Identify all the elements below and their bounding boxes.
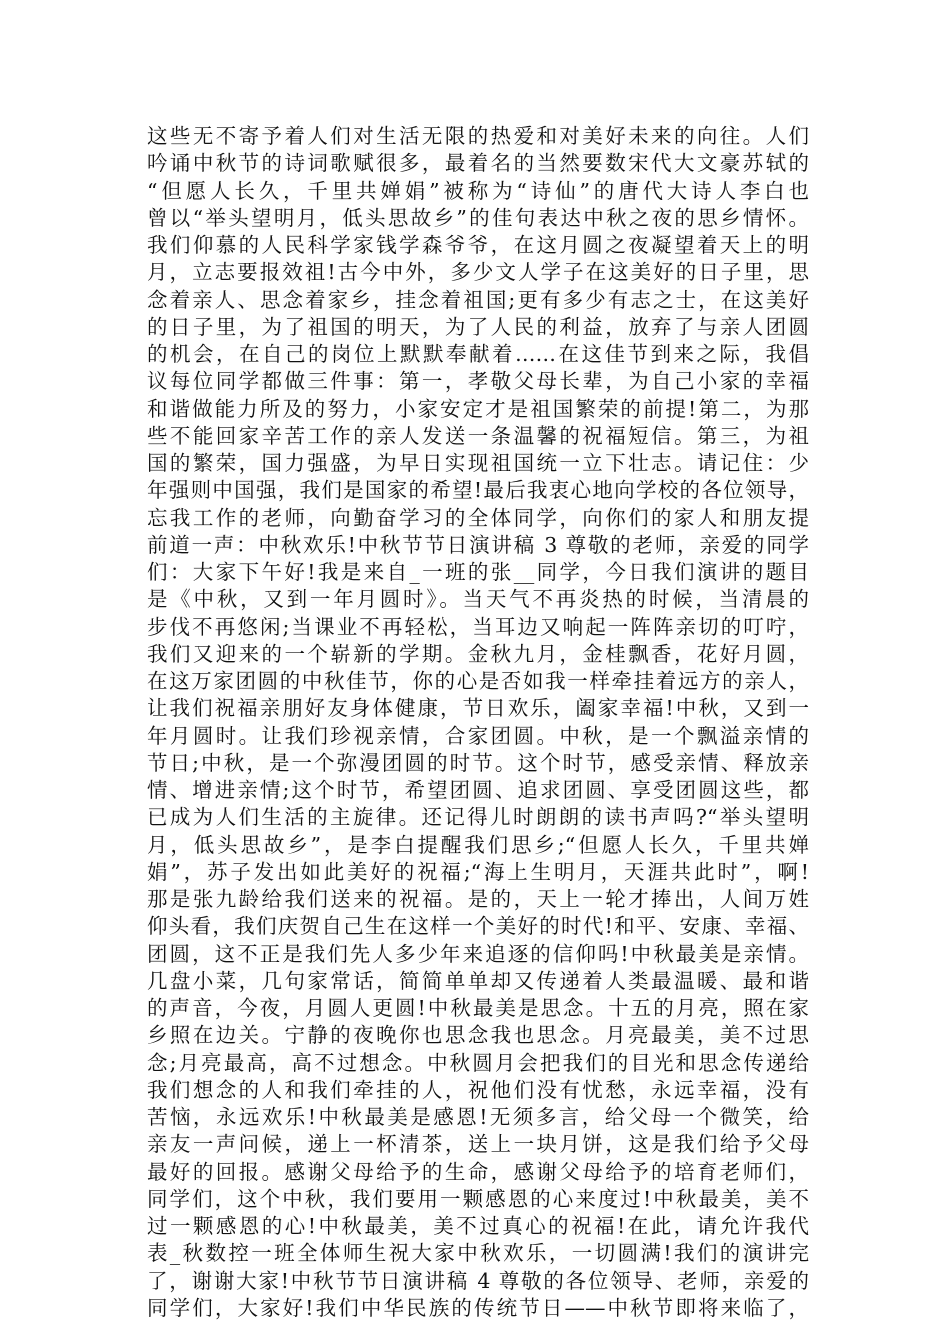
text-line: 们：大家下午好!我是来自_一班的张__同学，今日我们演讲的题目 xyxy=(147,560,809,584)
text-line: 曾以“举头望明月，低头思故乡”的佳句表达中秋之夜的思乡情怀。 xyxy=(147,205,809,230)
text-line: 我们想念的人和我们牵挂的人，祝他们没有忧愁，永远幸福，没有 xyxy=(147,1077,809,1102)
text-line: 乡照在边关。宁静的夜晚你也思念我也思念。月亮最美，美不过思 xyxy=(147,1023,809,1048)
text-line: 些不能回家辛苦工作的亲人发送一条温馨的祝福短信。第三，为祖 xyxy=(147,423,809,448)
text-line: 吟诵中秋节的诗词歌赋很多，最着名的当然要数宋代大文豪苏轼的 xyxy=(147,151,809,176)
text-line: 的机会，在自己的岗位上默默奉献着……在这佳节到来之际，我倡 xyxy=(147,342,809,366)
text-line: 那是张九龄给我们送来的祝福。是的，天上一轮才捧出，人间万姓 xyxy=(147,887,809,911)
text-line: 节日;中秋，是一个弥漫团圆的时节。这个时节，感受亲情、释放亲 xyxy=(147,750,809,775)
text-line: 年月圆时。让我们珍视亲情，合家团圆。中秋，是一个飘溢亲情的 xyxy=(147,723,809,748)
text-line: 步伐不再悠闲;当课业不再轻松，当耳边又响起一阵阵亲切的叮咛， xyxy=(147,614,809,639)
text-line: 我们仰慕的人民科学家钱学森爷爷，在这月圆之夜凝望着天上的明 xyxy=(147,233,809,257)
body-text xyxy=(147,123,809,1322)
text-line: 亲友一声问候，递上一杯清茶，送上一块月饼，这是我们给予父母 xyxy=(147,1132,809,1157)
text-line: 娟”，苏子发出如此美好的祝福;“海上生明月，天涯共此时”，啊! xyxy=(147,859,809,884)
text-line: 已成为人们生活的主旋律。还记得儿时朗朗的读书声吗?“举头望明 xyxy=(147,805,809,830)
text-line: 了，谢谢大家!中秋节节日演讲稿 4 尊敬的各位领导、老师，亲爱的 xyxy=(147,1268,809,1293)
text-line: 过一颗感恩的心!中秋最美，美不过真心的祝福!在此，请允许我代 xyxy=(147,1214,809,1238)
text-line: 议每位同学都做三件事：第一，孝敬父母长辈，为自己小家的幸福 xyxy=(147,369,809,394)
text-line: 仰头看，我们庆贺自己生在这样一个美好的时代!和平、安康、幸福、 xyxy=(147,914,809,939)
text-line: 忘我工作的老师，向勤奋学习的全体同学，向你们的家人和朋友提 xyxy=(147,505,809,530)
text-line: 这些无不寄予着人们对生活无限的热爱和对美好未来的向往。人们 xyxy=(147,124,809,148)
text-line: 的日子里，为了祖国的明天，为了人民的利益，放弃了与亲人团圆 xyxy=(147,314,809,339)
text-line: 月，低头思故乡”，是李白提醒我们思乡;“但愿人长久，千里共婵 xyxy=(147,832,809,857)
text-line: 念着亲人、思念着家乡，挂念着祖国;更有多少有志之士，在这美好 xyxy=(147,287,809,312)
text-line: 苦恼，永远欢乐!中秋最美是感恩!无须多言，给父母一个微笑，给 xyxy=(147,1105,809,1129)
text-line: 和谐做能力所及的努力，小家安定才是祖国繁荣的前提!第二，为那 xyxy=(147,396,809,421)
text-line: 让我们祝福亲朋好友身体健康，节日欢乐，阖家幸福!中秋，又到一 xyxy=(147,696,809,721)
text-line: 月，立志要报效祖!古今中外，多少文人学子在这美好的日子里，思 xyxy=(147,260,809,285)
text-line: 我们又迎来的一个崭新的学期。金秋九月，金桂飘香，花好月圆， xyxy=(147,641,809,666)
text-line: 最好的回报。感谢父母给予的生命，感谢父母给予的培育老师们， xyxy=(147,1159,809,1184)
text-line: 同学们，这个中秋，我们要用一颗感恩的心来度过!中秋最美，美不 xyxy=(147,1186,809,1211)
text-line: 团圆，这不正是我们先人多少年来追逐的信仰吗!中秋最美是亲情。 xyxy=(147,941,809,966)
text-line: 年强则中国强，我们是国家的希望!最后我衷心地向学校的各位领导， xyxy=(147,478,809,503)
text-line: 在这万家团圆的中秋佳节，你的心是否如我一样牵挂着远方的亲人， xyxy=(147,669,809,693)
text-line: 是《中秋，又到一年月圆时》。当天气不再炎热的时候，当清晨的 xyxy=(147,587,809,612)
text-line: 国的繁荣，国力强盛，为早日实现祖国统一立下壮志。请记住：少 xyxy=(147,451,809,475)
text-line: 表_秋数控一班全体师生祝大家中秋欢乐，一切圆满!我们的演讲完 xyxy=(147,1241,809,1266)
text-line: 几盘小菜，几句家常话，简简单单却又传递着人类最温暖、最和谐 xyxy=(147,968,809,993)
text-line: 前道一声：中秋欢乐!中秋节节日演讲稿 3 尊敬的老师，亲爱的同学 xyxy=(147,532,809,557)
text-line: 情、增进亲情;这个时节，希望团圆、追求团圆、享受团圆这些，都 xyxy=(147,778,809,802)
text-line: 同学们，大家好!我们中华民族的传统节日——中秋节即将来临了， xyxy=(147,1295,809,1320)
text-line: 念;月亮最高，高不过想念。中秋圆月会把我们的目光和思念传递给 xyxy=(147,1050,809,1075)
text-line: “但愿人长久，千里共婵娟”被称为“诗仙”的唐代大诗人李白也 xyxy=(147,178,809,203)
text-line: 的声音，今夜，月圆人更圆!中秋最美是思念。十五的月亮，照在家 xyxy=(147,996,809,1020)
